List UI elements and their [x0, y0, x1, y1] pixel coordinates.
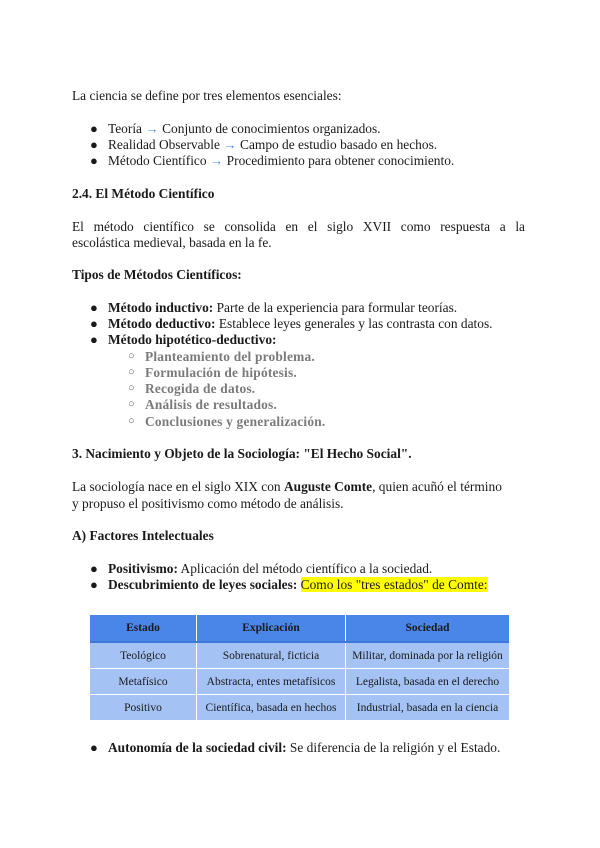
tres-estados-table: [90, 615, 509, 720]
list-item-deductivo: [108, 316, 493, 332]
element-term: Teoría: [108, 121, 143, 136]
element-desc: Procedimiento para obtener conocimiento.: [226, 153, 455, 168]
sub-list-item: Conclusiones y generalización.: [145, 414, 326, 429]
intro-text: La ciencia se define por tres elementos esenciales:: [72, 88, 342, 103]
paragraph-line: escolástica medieval, basada en la fe.: [72, 235, 272, 250]
column-header: Sociedad: [346, 615, 510, 642]
text-run-bold: Auguste Comte: [283, 479, 373, 494]
section-heading-2-4: 2.4. El Método Científico: [72, 186, 215, 201]
table-cell: Militar, dominada por la religión: [346, 642, 510, 669]
sub-list-item: Análisis de resultados.: [145, 397, 277, 412]
table-cell: Sobrenatural, ficticia: [197, 642, 346, 669]
sub-list-item: Formulación de hipótesis.: [145, 365, 297, 380]
sub-bullet-icon: ○: [128, 350, 135, 362]
list-item-autonomia: [108, 740, 500, 756]
table-cell: Positivo: [90, 695, 197, 721]
item-desc: Aplicación del método científico a la sociedad.: [177, 561, 433, 576]
table-cell: Teológico: [90, 642, 197, 669]
bullet-icon: ●: [90, 561, 98, 576]
sub-bullet-icon: ○: [128, 382, 135, 394]
element-desc: Conjunto de conocimientos organizados.: [162, 121, 381, 136]
table-header-row: [90, 615, 509, 642]
table-row: [90, 695, 509, 721]
list-item-leyes: [108, 577, 488, 593]
item-label: Método hipotético-deductivo:: [108, 332, 277, 347]
table-row: [90, 642, 509, 669]
bullet-icon: ●: [90, 121, 98, 136]
list-item-hipotetico: [108, 332, 276, 348]
sub-list-item: Planteamiento del problema.: [145, 349, 315, 364]
item-label: Método inductivo:: [108, 300, 214, 315]
arrow-icon: →: [209, 153, 224, 168]
list-item-teoria: [108, 121, 381, 137]
list-item-inductivo: [108, 300, 457, 316]
bullet-icon: ●: [90, 316, 98, 331]
bullet-icon: ●: [90, 740, 98, 755]
list-item-metodo: [108, 153, 454, 169]
sub-bullet-icon: ○: [128, 366, 135, 378]
text-run: , quien acuñó el término: [372, 479, 502, 494]
list-item-positivismo: [108, 561, 432, 577]
item-desc: Parte de la experiencia para formular teorías.: [213, 300, 458, 315]
item-desc: Se diferencia de la religión y el Estado.: [286, 740, 501, 755]
text-run: La sociología nace en el siglo XIX con: [72, 479, 284, 494]
bullet-icon: ●: [90, 332, 98, 347]
sub-list-item: Recogida de datos.: [145, 381, 256, 396]
item-label: Método deductivo:: [108, 316, 216, 331]
bullet-icon: ●: [90, 300, 98, 315]
element-term: Método Científico: [108, 153, 207, 168]
table-row: [90, 669, 509, 695]
table-cell: Metafísico: [90, 669, 197, 695]
table-cell: Científica, basada en hechos: [197, 695, 346, 721]
item-label: Autonomía de la sociedad civil:: [108, 740, 287, 755]
subheading-tipos: Tipos de Métodos Científicos:: [72, 267, 242, 282]
highlighted-text: Como los "tres estados" de Comte:: [300, 577, 488, 592]
element-term: Realidad Observable: [108, 137, 220, 152]
sub-bullet-icon: ○: [128, 398, 135, 410]
sub-bullet-icon: ○: [128, 415, 135, 427]
table-cell: Industrial, basada en la ciencia: [346, 695, 510, 721]
bullet-icon: ●: [90, 577, 98, 592]
list-item-realidad: [108, 137, 437, 153]
table-cell: Legalista, basada en el derecho: [346, 669, 510, 695]
bullet-icon: ●: [90, 153, 98, 168]
paragraph-line: [72, 479, 502, 495]
paragraph-line: El método científico se consolida en el siglo XVII como respuesta a la: [72, 219, 525, 234]
bullet-icon: ●: [90, 137, 98, 152]
item-desc: Establece leyes generales y las contrasta con datos.: [215, 316, 493, 331]
table-cell: Abstracta, entes metafísicos: [197, 669, 346, 695]
element-desc: Campo de estudio basado en hechos.: [240, 137, 438, 152]
arrow-icon: →: [223, 137, 237, 152]
paragraph-line: y propuso el positivismo como método de análisis.: [72, 496, 344, 511]
item-label: Positivismo:: [108, 561, 178, 576]
column-header: Explicación: [197, 615, 346, 642]
arrow-icon: →: [145, 121, 159, 136]
item-label: Descubrimiento de leyes sociales:: [108, 577, 298, 592]
subheading-factores: A) Factores Intelectuales: [72, 528, 214, 543]
column-header: Estado: [90, 615, 197, 642]
section-heading-3: 3. Nacimiento y Objeto de la Sociología: "El Hecho Social".: [72, 446, 412, 461]
